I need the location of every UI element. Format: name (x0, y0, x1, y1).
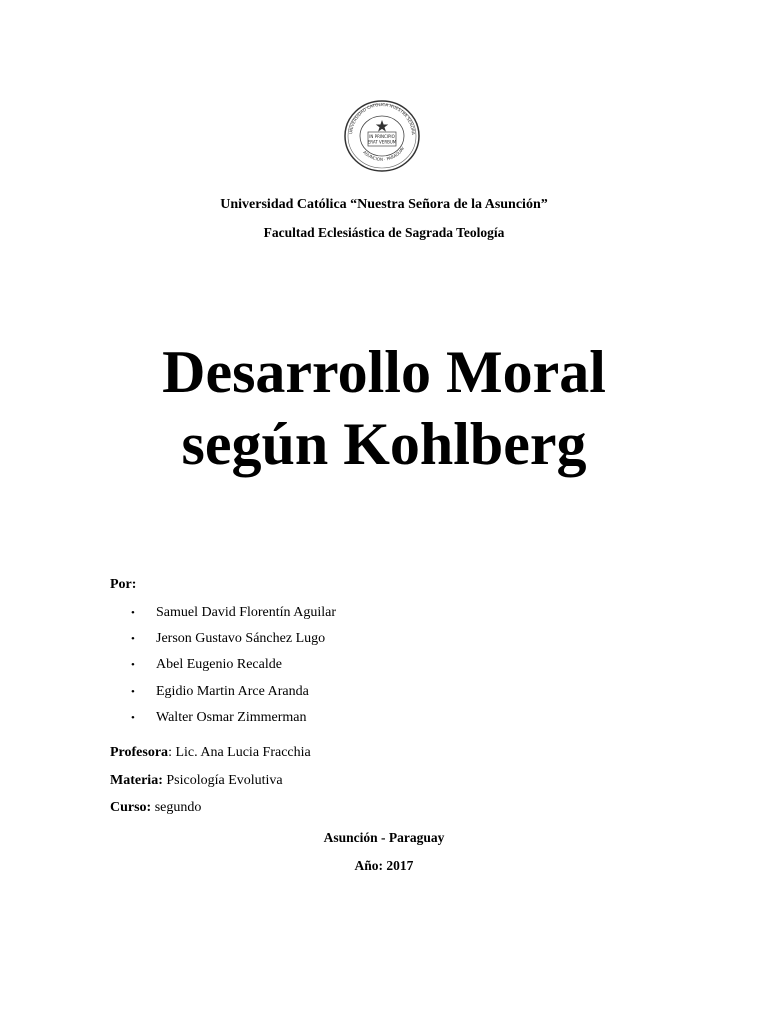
course-label: Curso: (110, 800, 152, 815)
faculty-name: Facultad Eclesiástica de Sagrada Teología (263, 225, 505, 240)
bullet-icon: • (131, 711, 135, 724)
svg-text:ASUNCION · PARAGUAY (362, 145, 406, 162)
seal-top-text: UNIVERSIDAD CATOLICA NUESTRA SEÑORA (348, 101, 416, 135)
university-name: Universidad Católica “Nuestra Señora de la Asunción” (220, 197, 548, 212)
professor-value: : Lic. Ana Lucia Fracchia (168, 745, 311, 760)
subject-label: Materia: (110, 773, 163, 788)
place-line: Asunción - Paraguay (323, 830, 445, 845)
title-line-1: Desarrollo Moral (162, 339, 606, 405)
list-item (110, 682, 336, 708)
seal-motto-line-2: ERAT VERBUM (367, 139, 397, 145)
bullet-icon: • (131, 659, 135, 672)
bullet-icon: • (131, 633, 135, 646)
author-name: Abel Eugenio Recalde (156, 657, 282, 673)
document-title (0, 336, 768, 480)
authors-label: Por: (110, 577, 137, 592)
author-name: Samuel David Florentín Aguilar (156, 605, 337, 620)
university-seal-icon (341, 98, 423, 174)
list-item (110, 603, 336, 629)
bullet-icon: • (131, 685, 135, 698)
professor-label: Profesora (110, 745, 169, 760)
year-line: Año: 2017 (354, 858, 414, 873)
list-item (110, 708, 336, 734)
author-name: Egidio Martin Arce Aranda (156, 683, 309, 699)
author-name: Jerson Gustavo Sánchez Lugo (156, 631, 326, 647)
course-value: segundo (151, 800, 202, 815)
course-line (110, 800, 201, 816)
title-line-2: según Kohlberg (181, 411, 587, 477)
subject-value: Psicología Evolutiva (162, 773, 283, 788)
list-item (110, 655, 336, 681)
bullet-icon: • (131, 607, 135, 619)
seal-bottom-text: ASUNCION · PARAGUAY (362, 145, 406, 162)
subject-line (110, 773, 283, 789)
seal-motto-line-1: IN PRINCIPIO (369, 134, 395, 139)
author-name: Walter Osmar Zimmerman (156, 709, 307, 725)
professor-line (110, 745, 311, 761)
list-item (110, 629, 336, 655)
authors-list (110, 603, 336, 734)
